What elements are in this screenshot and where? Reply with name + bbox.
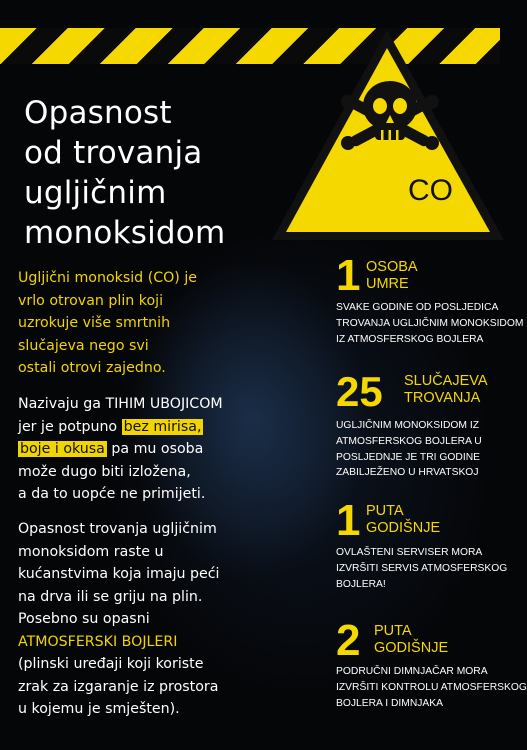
- intro-line: ostali otrovi zajedno.: [18, 360, 166, 376]
- highlight-text: bez mirisa,: [123, 418, 202, 435]
- title-line: ugljičnim: [24, 175, 167, 211]
- stat-label-line: OSOBA: [366, 259, 418, 275]
- stat-label-line: SLUČAJEVA: [404, 373, 488, 389]
- intro-line: vrlo otrovan plin koji: [18, 292, 164, 309]
- intro-line: Ugljični monoksid (CO) je: [18, 270, 198, 286]
- stat-description: [336, 664, 527, 711]
- text-line: Posebno su opasni: [18, 611, 150, 627]
- stat-label-line: GODIŠNJE: [374, 640, 449, 656]
- text-line: zrak za izgaranje iz prostora: [18, 678, 219, 695]
- title-line: od trovanja: [24, 135, 203, 171]
- stat-desc-line: POSLJEDNJE JE TRI GODINE: [336, 451, 480, 463]
- stat-label: [404, 373, 488, 407]
- danger-paragraph: [18, 518, 268, 721]
- intro-line: uzrokuje više smrtnih: [18, 315, 171, 331]
- stat-label-line: TROVANJA: [404, 390, 481, 406]
- highlight-text: boje i okusa: [20, 441, 105, 457]
- stat-desc-line: IZVRŠITI KONTROLU ATMOSFERSKOG: [336, 681, 527, 693]
- stat-description: [336, 418, 482, 481]
- stat-desc-line: SVAKE GODINE OD POSLJEDICA: [336, 302, 499, 313]
- stat-label-line: UMRE: [366, 276, 409, 292]
- warning-sign: [282, 22, 512, 242]
- text-line: (plinski uređaji koji koriste: [18, 656, 204, 672]
- intro-line: slučajeva nego svi: [18, 337, 149, 354]
- silent-killer-paragraph: [18, 393, 268, 506]
- title-line: monoksidom: [24, 215, 226, 251]
- text-line: može dugo biti izložena,: [18, 463, 191, 480]
- stat-description: [336, 300, 523, 347]
- text-line: na drva ili se griju na plin.: [18, 588, 203, 605]
- stat-desc-line: OVLAŠTENI SERVISER MORA: [336, 547, 483, 558]
- stat-label: [366, 503, 440, 537]
- title-line: Opasnost: [24, 95, 172, 131]
- stat-desc-line: PODRUČNI DIMNJAČAR MORA: [336, 666, 488, 677]
- stat-label-line: PUTA: [366, 503, 404, 519]
- stat-label-line: GODIŠNJE: [366, 520, 441, 536]
- stat-desc-line: ZABILJEŽENO U HRVATSKOJ: [336, 467, 479, 479]
- text-line: monoksidom raste u: [18, 543, 164, 560]
- highlight-boilers: ATMOSFERSKI BOJLERI: [18, 633, 178, 650]
- sign-label: CO: [408, 174, 453, 207]
- stat-number: 2: [336, 616, 361, 665]
- text-line: Opasnost trovanja ugljičnim: [18, 521, 217, 537]
- text-span: pa mu osoba: [106, 441, 204, 457]
- stat-label: [366, 259, 418, 293]
- stat-desc-line: TROVANJA UGLJIČNIM MONOKSIDOM: [336, 317, 524, 329]
- stat-desc-line: UGLJIČNIM MONOKSIDOM IZ: [336, 420, 480, 431]
- intro-paragraph: [18, 267, 268, 380]
- stat-desc-line: IZVRŠITI SERVIS ATMOSFERSKOG: [336, 562, 508, 574]
- text-line: kućanstvima koja imaju peći: [18, 566, 220, 582]
- stat-desc-line: ATMOSFERSKOG BOJLERA U: [336, 435, 482, 447]
- stat-number: 1: [336, 251, 361, 300]
- page-title: [24, 93, 304, 253]
- stat-label: [374, 623, 448, 657]
- stat-number: 1: [336, 496, 361, 545]
- text-line: u kojemu je smješten).: [18, 701, 180, 717]
- text-span: jer je potpuno: [18, 418, 122, 435]
- stat-desc-line: IZ ATMOSFERSKOG BOJLERA: [336, 333, 484, 345]
- stat-description: [336, 545, 507, 592]
- silent-killer-label: TIHIM UBOJICOM: [105, 396, 223, 412]
- text-line: a da to uopće ne primijeti.: [18, 486, 206, 502]
- text-span: Nazivaju ga: [18, 396, 106, 412]
- stat-label-line: PUTA: [374, 623, 412, 639]
- stat-desc-line: BOJLERA!: [336, 578, 386, 590]
- stat-number: 25: [336, 368, 383, 415]
- stat-desc-line: BOJLERA I DIMNJAKA: [336, 697, 444, 709]
